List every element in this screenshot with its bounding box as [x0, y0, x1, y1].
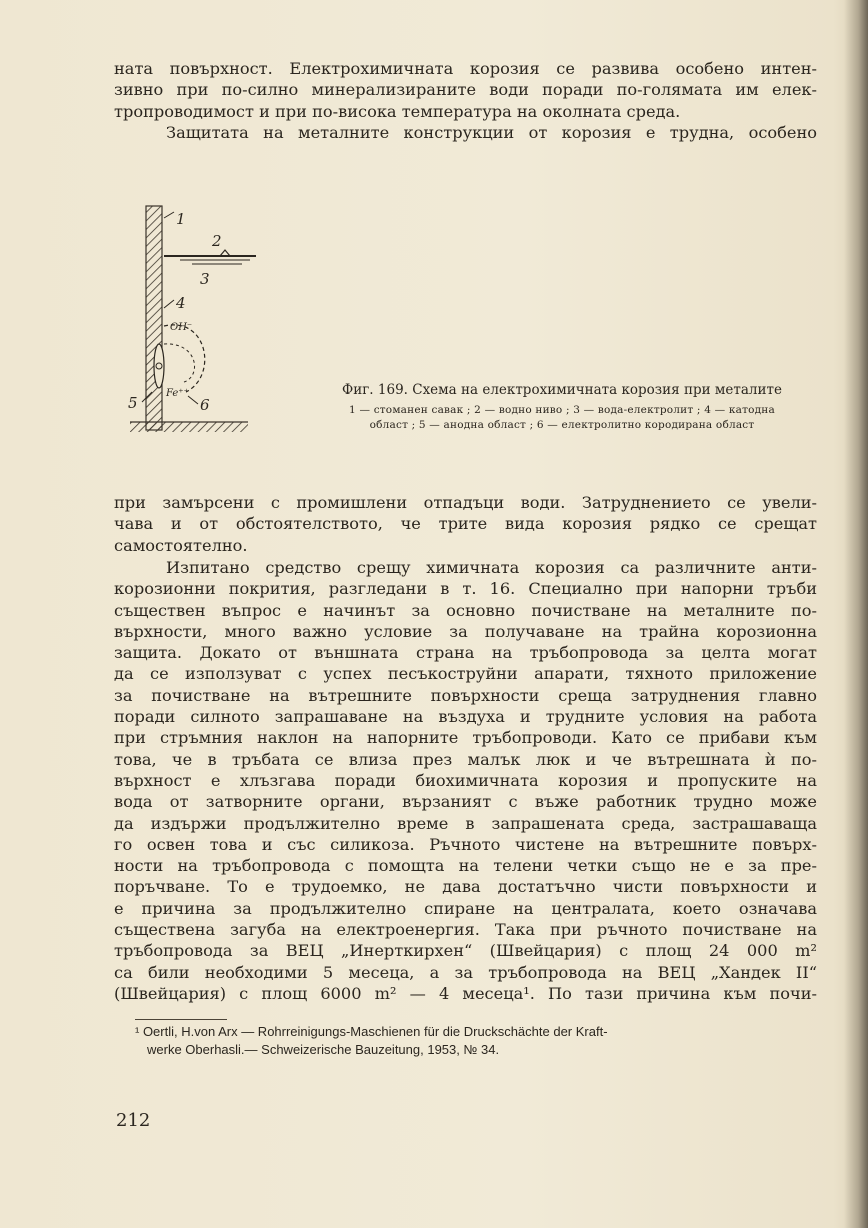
text-line: защита. Докато от външната страна на тръбопровода за целта могат	[114, 643, 817, 663]
footnote-rule	[135, 1019, 227, 1020]
text-line: са били необходими 5 месеца, а за тръбопровода на ВЕЦ „Хандек II“	[114, 962, 817, 982]
text-line: го освен това и със силикоза. Ръчното чистене на вътрешните повърх-	[114, 834, 817, 854]
figure-caption	[312, 382, 812, 433]
text-line: върхности, много важно условие за получаване на трайна корозионна	[114, 621, 817, 641]
label-fe: Fe⁺⁺	[166, 388, 189, 399]
label-5: 5	[128, 394, 138, 412]
paragraph-3	[114, 557, 817, 1004]
text-line: при стръмния наклон на напорните тръбопроводи. Като се прибави към	[114, 728, 817, 748]
label-1: 1	[176, 210, 186, 228]
text-line: вода от затворните органи, вързаният с въже работник трудно може	[114, 792, 817, 812]
caption-legend-line: област ; 5 — анодна област ; 6 — електролитно кородирана област	[369, 419, 755, 431]
text-line: при замърсени с промишлени отпадъци води. Затруднението се увели-	[114, 493, 817, 512]
text-line: поръчване. То е трудоемко, не дава достатъчно чисти повърхности и	[114, 877, 817, 897]
text-line: върхност е хлъзгава поради биохимичната корозия и пропуските на	[114, 770, 817, 790]
steel-wall	[146, 206, 162, 430]
text-line: е причина за продължително спиране на централата, което означава	[114, 898, 817, 918]
footnote-line: werke Oberhasli.— Schweizerische Bauzeitung, 1953, № 34.	[147, 1042, 500, 1057]
footnote-line: ¹ Oertli, H.von Arx — Rohrreinigungs-Maschienen für die Druckschächte der Kraft-	[135, 1024, 608, 1039]
caption-legend-line: 1 — стоманен савак ; 2 — водно ниво ; 3 — вода-електролит ; 4 — катодна	[349, 404, 775, 416]
paragraph-1	[114, 58, 817, 143]
footnote	[135, 1023, 815, 1059]
text-line: чава и от обстоятелството, че трите вида корозия рядко се срещат	[114, 514, 817, 534]
text-line: корозионни покрития, разгледани в т. 16. Специално при напорни тръби	[114, 579, 817, 599]
text-line: да се използуват с успех песъкоструйни апарати, тяхното приложение	[114, 664, 817, 684]
text-line: тропроводимост и при по-висока температура на околната среда.	[114, 101, 681, 121]
text-line: самостоятелно.	[114, 535, 248, 555]
text-line: Защитата на металните конструкции от корозия е трудна, особено	[166, 122, 817, 142]
page-number: 212	[116, 1110, 151, 1131]
text-line: (Швейцария) с площ 6000 m² — 4 месеца¹. По тази причина към почи-	[114, 983, 817, 1003]
text-line: това, че в тръбата се влиза през малък люк и че вътрешната ѝ по-	[114, 749, 817, 769]
label-4: 4	[176, 294, 186, 312]
label-3: 3	[200, 270, 210, 288]
text-line: съществена загуба на електроенергия. Така при ръчното почистване на	[114, 920, 817, 940]
text-line: поради силното запрашаване на въздуха и трудните условия на работа	[114, 707, 817, 727]
label-2: 2	[212, 232, 222, 250]
paragraph-2	[114, 492, 817, 556]
text-line: да издържи продължително време в запрашената среда, застрашаваща	[114, 813, 817, 833]
caption-title: Фиг. 169. Схема на електрохимичната корозия при металите	[342, 382, 782, 398]
text-line: съществен въпрос е начинът за основно почистване на металните по-	[114, 600, 817, 620]
ground	[130, 422, 248, 432]
page-edge-shadow	[844, 0, 868, 1228]
text-line: Изпитано средство срещу химичната корозия са различните анти-	[166, 558, 817, 577]
text-line: тръбопровода за ВЕЦ „Инерткирхен“ (Швейцария) с площ 24 000 m²	[114, 941, 817, 961]
label-6: 6	[200, 396, 210, 414]
text-line: зивно при по-силно минерализираните води поради по-голямата им елек-	[114, 80, 817, 100]
corrosion-diagram	[128, 196, 268, 444]
text-line: ности на тръбопровода с помощта на телени четки също не е за пре-	[114, 856, 817, 876]
label-oh: ОН⁻	[170, 322, 193, 333]
text-line: ната повърхност. Електрохимичната корозия се развива особено интен-	[114, 59, 817, 78]
text-line: за почистване на вътрешните повърхности среща затруднения главно	[114, 685, 817, 705]
